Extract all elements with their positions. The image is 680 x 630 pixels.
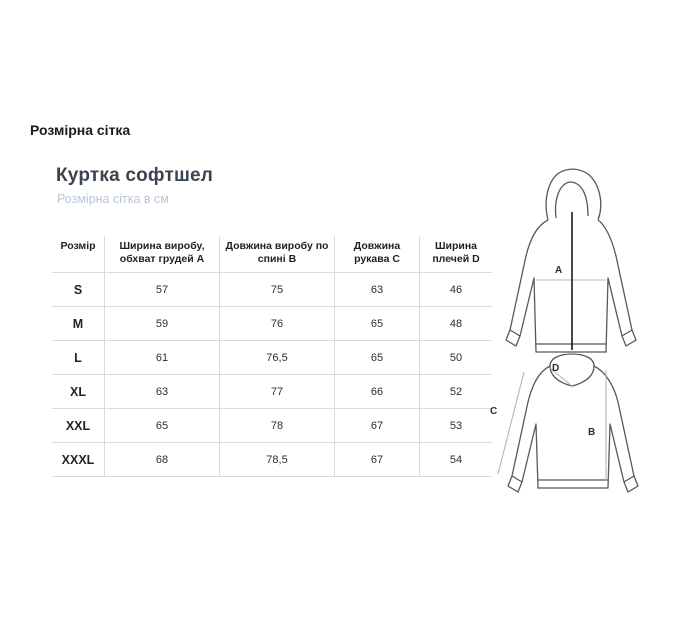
width-a-cell: 63 [105,375,220,409]
sleeve-c-cell: 66 [335,375,420,409]
header-size: Розмір [52,236,105,273]
size-cell: XL [52,375,105,409]
sleeve-c-cell: 67 [335,443,420,477]
size-cell: XXL [52,409,105,443]
length-b-cell: 76 [220,307,335,341]
width-a-cell: 61 [105,341,220,375]
size-cell: M [52,307,105,341]
table-row [52,307,492,341]
label-a: A [555,265,563,276]
label-d: D [552,363,560,374]
sleeve-c-cell: 65 [335,341,420,375]
table-row [52,409,492,443]
length-b-cell: 76,5 [220,341,335,375]
length-b-cell: 75 [220,273,335,307]
page-heading: Розмірна сітка [30,122,131,138]
length-b-cell: 78,5 [220,443,335,477]
sleeve-c-cell: 63 [335,273,420,307]
header-sleeve-c: Довжина рукава C [335,236,420,273]
table-row [52,341,492,375]
table-row [52,273,492,307]
sleeve-c-cell: 67 [335,409,420,443]
header-shoulders-d: Ширина плечей D [432,240,480,265]
size-cell: L [52,341,105,375]
label-b: B [588,427,596,438]
product-subtitle: Розмірна сітка в см [57,192,169,206]
sleeve-c-cell: 65 [335,307,420,341]
shoulders-d-cell: 48 [420,307,493,341]
shoulders-d-cell: 54 [420,443,493,477]
product-title: Куртка софтшел [56,165,214,186]
label-c: C [490,406,498,417]
body-front-outline [510,220,632,352]
width-a-cell: 65 [105,409,220,443]
body-back-outline [512,366,634,488]
width-a-cell: 57 [105,273,220,307]
size-cell: XXXL [52,443,105,477]
header-length-b: Довжина виробу по спині B [220,236,335,273]
jacket-front-view [506,169,636,352]
length-b-cell: 78 [220,409,335,443]
hood-outline [546,169,601,220]
jacket-illustrations [488,160,648,500]
shoulders-d-cell: 52 [420,375,493,409]
width-a-cell: 68 [105,443,220,477]
sleeve-measure-c [498,372,524,474]
shoulders-d-cell: 46 [420,273,493,307]
table-row [52,375,492,409]
table-header-row [52,236,492,273]
width-a-cell: 59 [105,307,220,341]
size-cell: S [52,273,105,307]
jacket-back-view [508,354,638,492]
length-b-cell: 77 [220,375,335,409]
size-table [52,236,492,477]
table-row [52,443,492,477]
shoulders-d-cell: 50 [420,341,493,375]
shoulders-d-cell: 53 [420,409,493,443]
header-width-a: Ширина виробу, обхват грудей A [105,236,220,273]
